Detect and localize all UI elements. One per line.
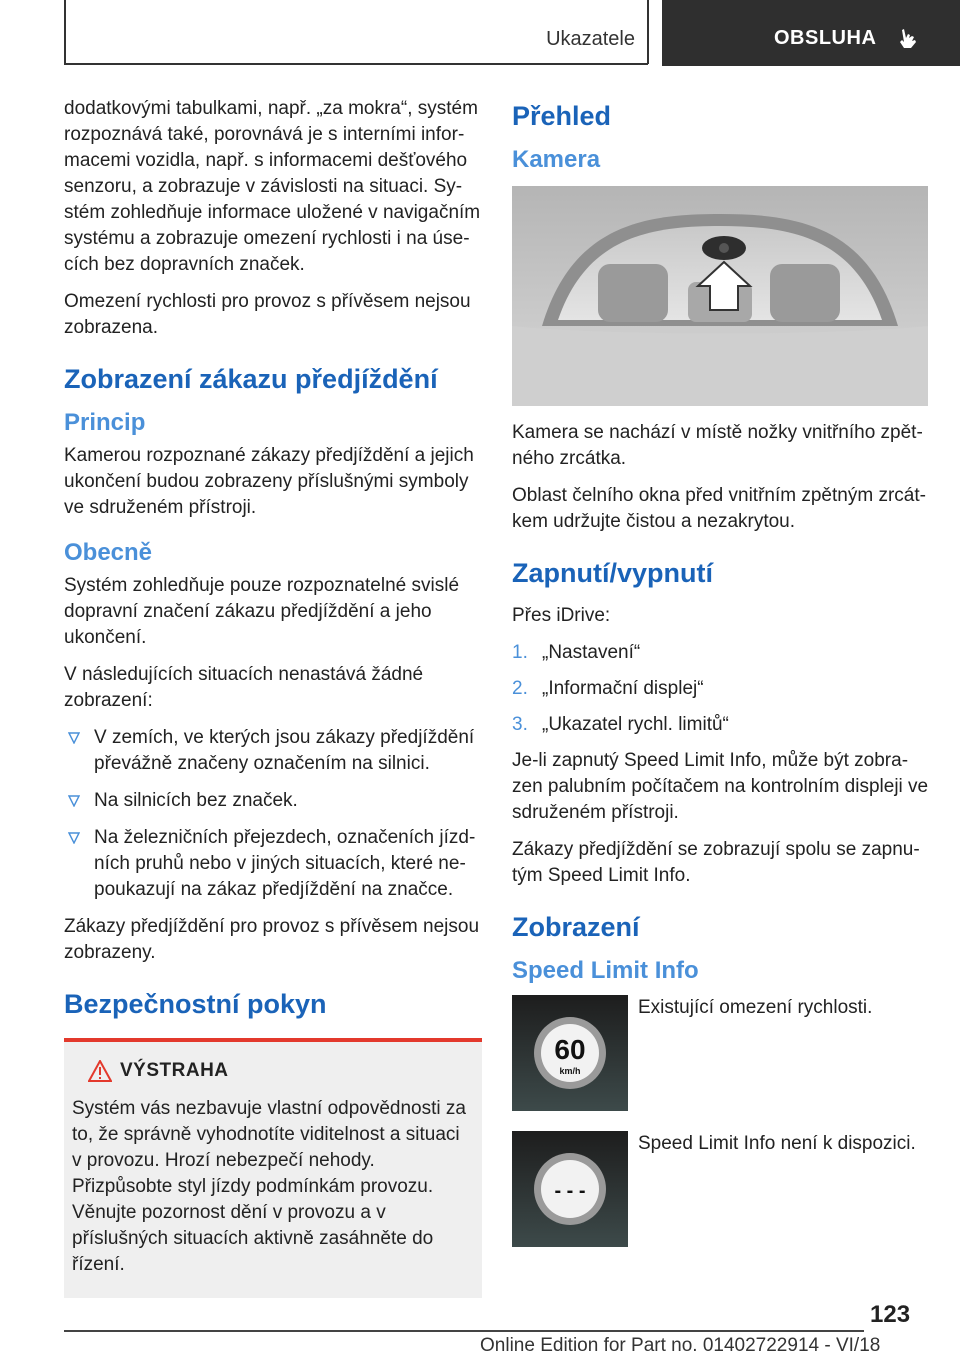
list-item [512,676,930,702]
general-paragraph-1: Systém zohledňuje pouze rozpoznatelné svislé dopravní značení zákazu předjíždění a jeho ukončení. [64,575,460,648]
trailer-overtaking-paragraph: Zákazy předjíždění pro provoz s přívěsem nejsou zobrazeny. [64,916,480,963]
display-paragraph-1: Je-li zapnutý Speed Limit Info, může být zobrazen palubním počítačem na kontrolním displeji ve sdruženém přístroji. [512,750,929,823]
warning-text: Systém vás nezbavuje vlastní odpovědnosti za to, že správně vyhodnotíte viditelnost a situaci v provozu. Hrozí nebezpečí nehody. Přizpůsobte styl jízdy podmínkám provozu. Věnujte pozornost dění v provozu a v příslušných situacích aktivně zasáhněte do řízení. [72,1098,466,1275]
sign-unit: km/h [559,1066,581,1076]
list-item [512,640,930,666]
step-number: 2. [512,678,528,699]
sign-value: - - - [554,1180,586,1202]
list-item [64,725,482,777]
overview-heading: Přehled [512,101,612,131]
display-paragraph-2: Zákazy předjíždění se zobrazují spolu se zapnutým Speed Limit Info. [512,839,920,886]
overtaking-heading: Zobrazení zákazu předjíždění [64,364,438,394]
warning-box [64,1038,482,1298]
hand-pointer-icon [894,26,920,52]
general-heading: Obecně [64,539,153,566]
speed-limit-item [512,1131,930,1249]
right-column [512,96,930,1267]
step-text: „Informační displej“ [542,678,704,699]
left-column [64,96,482,1298]
speed-limit-info-heading: Speed Limit Info [512,957,699,984]
step-text: „Nastavení“ [542,642,641,663]
header-rule-divider [647,0,649,64]
speed-limit-item [512,995,930,1113]
intro-paragraph: dodatkovými tabulkami, např. „za mokra“, systém rozpoznává také, porovnává je s interními informacemi vozidla, např. s informacemi dešťového senzoru, a zobrazuje v závislosti na situaci. Systém zohledňuje informace uložené v navigačním systému a zobrazuje omezení rychlosti i na úsecích bez dopravních značek. [64,98,481,275]
warning-header [72,1060,474,1092]
camera-location-paragraph: Kamera se nachází v místě nožky vnitřního zpětného zrcátka. [512,422,923,469]
triangle-bullet-icon [68,732,80,744]
principle-heading: Princip [64,409,146,436]
header-rule-bottom [64,63,648,65]
chapter-tab[interactable] [662,0,960,66]
chapter-tab-label: OBSLUHA [774,27,877,49]
speed-limit-item-text: Speed Limit Info není k dispozici. [638,1133,916,1154]
header-section-title: Ukazatele [546,28,635,50]
situations-list [64,725,482,903]
step-number: 1. [512,642,528,663]
list-item-text: V zemích, ve kterých jsou zákazy předjíždění převážně značeny označením na silnici. [94,727,475,774]
sign-value: 60 [554,1034,586,1065]
camera-clean-paragraph: Oblast čelního okna před vnitřním zpětným zrcátkem udržujte čistou a nezakrytou. [512,485,926,532]
onoff-heading: Zapnutí/vypnutí [512,558,713,588]
list-item [512,712,930,738]
via-idrive-label: Přes iDrive: [512,605,611,626]
list-item-text: Na železničních přejezdech, označeních jízdních pruhů nebo v jiných situacích, které nepoukazují na zákaz předjíždění na značce. [94,827,476,900]
footer-rule [64,1330,864,1332]
speed-limit-item-text: Existující omezení rychlosti. [638,997,873,1018]
speed-limit-60-sign-icon [512,995,628,1111]
safety-heading: Bezpečnostní pokyn [64,989,327,1019]
idrive-steps [512,640,930,738]
triangle-bullet-icon [68,832,80,844]
list-item-text: Na silnicích bez značek. [94,790,298,811]
footer-edition: Online Edition for Part no. 01402722914 - VI/18 [480,1335,881,1356]
speed-limit-unavailable-sign-icon [512,1131,628,1247]
list-item [64,788,482,814]
display-heading: Zobrazení [512,912,640,942]
trailer-limit-paragraph: Omezení rychlosti pro provoz s přívěsem nejsou zobrazena. [64,291,471,338]
page-number: 123 [870,1301,911,1328]
warning-triangle-icon [88,1060,112,1082]
step-number: 3. [512,714,528,735]
step-text: „Ukazatel rychl. limitů“ [542,714,729,735]
principle-paragraph: Kamerou rozpoznané zákazy předjíždění a jejich ukončení budou zobrazeny příslušnými symboly ve sdruženém přístroji. [64,445,474,518]
list-item [64,825,482,903]
header-rule-left [64,0,66,64]
triangle-bullet-icon [68,795,80,807]
warning-title: VÝSTRAHA [120,1060,229,1081]
camera-heading: Kamera [512,146,601,173]
camera-location-image [512,186,928,406]
general-paragraph-2: V následujících situacích nenastává žádné zobrazení: [64,664,424,711]
